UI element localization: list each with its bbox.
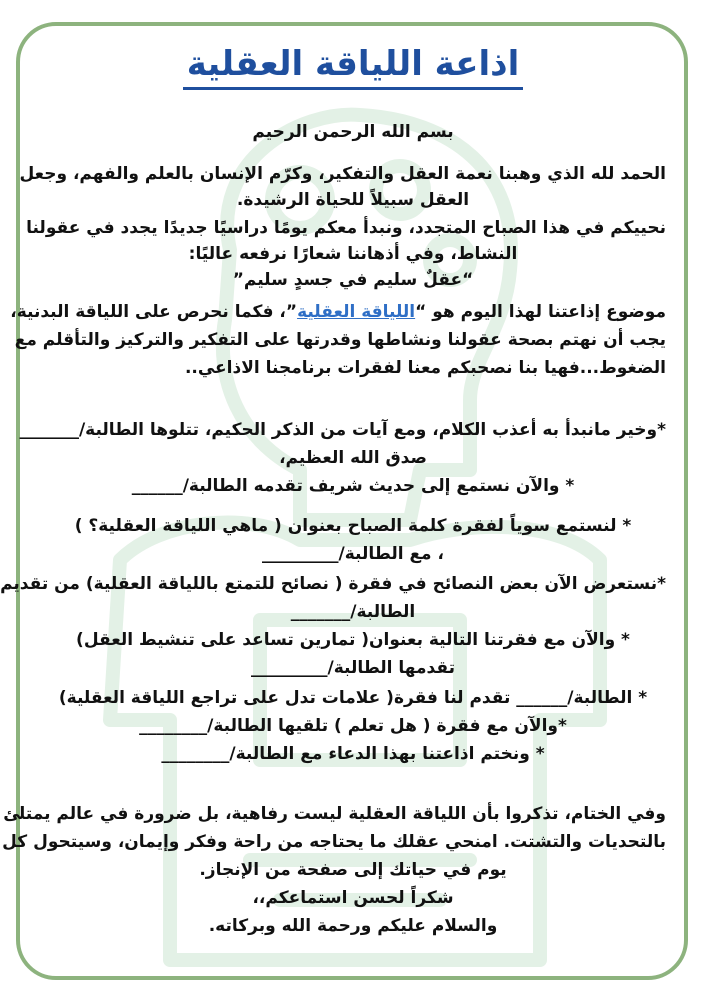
basmala: بسم الله الرحمن الرحيم xyxy=(252,122,454,142)
program-morning-word-2: ، مع الطالبة/_________ xyxy=(262,544,444,564)
title-text: اذاعة اللياقة العقلية xyxy=(183,44,524,90)
topic-line xyxy=(10,298,666,326)
intro-line-2: العقل سبيلاً للحياة الرشيدة. xyxy=(236,190,470,210)
program-signs: * الطالبة/______ تقدم لنا فقرة( علامات تدل على تراجع اللياقة العقلية) xyxy=(58,688,648,708)
closing-line-5: والسلام عليكم ورحمة الله وبركاته. xyxy=(208,916,498,936)
program-hadith: * والآن نستمع إلى حديث شريف تقدمه الطالبة/______ xyxy=(131,476,575,496)
closing-line-4: شكراً لحسن استماعكم،، xyxy=(252,888,454,908)
closing-line-2: بالتحديات والتشتت. امنحي عقلك ما يحتاجه من راحة وفكر وإيمان، وسيتحول كل xyxy=(2,832,666,852)
topic-suffix: ”، فكما نحرص على اللياقة البدنية، xyxy=(10,302,298,322)
program-exercises: * والآن مع فقرتنا التالية بعنوان( تمارين تساعد على تنشيط العقل) xyxy=(76,630,630,650)
program-morning-word: * لنستمع سوياً لفقرة كلمة الصباح بعنوان ( ماهي اللياقة العقلية؟ ) xyxy=(74,516,632,536)
topic-highlight: اللياقة العقلية xyxy=(297,302,416,322)
program-tips-2: الطالبة/_______ xyxy=(290,602,416,622)
topic-prefix: موضوع إذاعتنا لهذا اليوم هو “ xyxy=(415,302,666,322)
program-tips: *نستعرض الآن بعض النصائح في فقرة ( نصائح للتمتع باللياقة العقلية) من تقديم xyxy=(0,574,666,594)
closing-line-3: يوم في حياتك إلى صفحة من الإنجاز. xyxy=(199,860,507,880)
program-dua: * ونختم اذاعتنا بهذا الدعاء مع الطالبة/________ xyxy=(161,744,545,764)
intro-line-3: نحييكم في هذا الصباح المتجدد، ونبدأ معكم يومًا دراسيًا جديدًا يجدد في عقولنا xyxy=(26,218,666,238)
closing-line-1: وفي الختام، تذكروا بأن اللياقة العقلية ليست رفاهية، بل ضرورة في عالم يمتلئ xyxy=(3,804,666,824)
intro-line-4: النشاط، وفي أذهاننا شعارًا نرفعه عاليًا: xyxy=(188,244,518,264)
intro-line-1: الحمد لله الذي وهبنا نعمة العقل والتفكير، وكرّم الإنسان بالعلم والفهم، وجعل xyxy=(19,164,666,184)
page-title xyxy=(0,44,706,90)
slogan: “عقلٌ سليم في جسدٍ سليم” xyxy=(232,270,474,290)
program-quran-end: صدق الله العظيم، xyxy=(279,448,427,468)
program-exercises-2: تقدمها الطالبة/_________ xyxy=(251,658,455,678)
intro-line-6: يجب أن نهتم بصحة عقولنا ونشاطها وقدرتها على التفكير والتركيز والتأقلم مع xyxy=(14,330,666,350)
intro-line-7: الضغوط...فهيا بنا نصحبكم معنا لفقرات برنامجنا الاذاعي.. xyxy=(184,358,666,378)
program-did-you-know: *والآن مع فقرة ( هل تعلم ) تلقيها الطالبة/________ xyxy=(139,716,567,736)
program-quran: *وخير مانبدأ به أعذب الكلام، ومع آيات من الذكر الحكيم، تتلوها الطالبة/_______ xyxy=(19,420,666,440)
